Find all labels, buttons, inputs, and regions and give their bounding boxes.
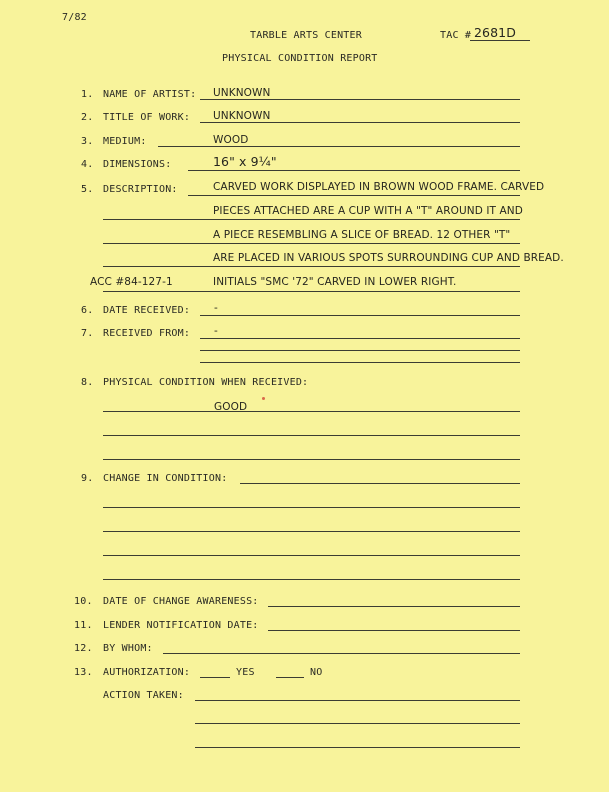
date-code: 7/82	[62, 12, 87, 23]
org-name: TARBLE ARTS CENTER	[250, 30, 362, 41]
field-num-date-received: 6.	[81, 305, 94, 316]
authorization-yes-blank[interactable]	[200, 677, 230, 678]
description-label: DESCRIPTION:	[103, 184, 178, 195]
action-taken-label: ACTION TAKEN:	[103, 690, 184, 701]
report-title: PHYSICAL CONDITION REPORT	[222, 53, 378, 64]
by-whom-label: BY WHOM:	[103, 643, 153, 654]
authorization-no-blank[interactable]	[276, 677, 304, 678]
authorization-no-label: NO	[310, 667, 323, 678]
date-change-field[interactable]	[268, 606, 520, 607]
field-num-artist: 1.	[81, 89, 94, 100]
description-line-5[interactable]: INITIALS "SMC '72" CARVED IN LOWER RIGHT.	[213, 276, 457, 288]
date-received-value[interactable]: -	[214, 302, 218, 314]
medium-value[interactable]: WOOD	[213, 134, 249, 146]
artist-label: NAME OF ARTIST:	[103, 89, 197, 100]
authorization-label: AUTHORIZATION:	[103, 667, 191, 678]
dimensions-label: DIMENSIONS:	[103, 159, 172, 170]
field-num-date-change: 10.	[74, 596, 93, 607]
field-num-condition-received: 8.	[81, 377, 94, 388]
field-num-lender-notification: 11.	[74, 620, 93, 631]
description-line-1[interactable]: CARVED WORK DISPLAYED IN BROWN WOOD FRAME. CARVED	[213, 181, 545, 193]
field-num-dimensions: 4.	[81, 159, 94, 170]
field-num-authorization: 13.	[74, 667, 93, 678]
condition-received-label: PHYSICAL CONDITION WHEN RECEIVED:	[103, 377, 309, 388]
field-num-description: 5.	[81, 184, 94, 195]
title-label: TITLE OF WORK:	[103, 112, 191, 123]
field-num-title: 2.	[81, 112, 94, 123]
tac-number: 2681D	[474, 25, 516, 40]
field-num-by-whom: 12.	[74, 643, 93, 654]
description-line-2[interactable]: PIECES ATTACHED ARE A CUP WITH A "T" AROUND IT AND	[213, 205, 523, 217]
artist-value[interactable]: UNKNOWN	[213, 87, 271, 99]
description-line-3[interactable]: A PIECE RESEMBLING A SLICE OF BREAD. 12 OTHER "T"	[213, 229, 511, 241]
change-condition-label: CHANGE IN CONDITION:	[103, 473, 228, 484]
tac-label: TAC #	[440, 30, 472, 41]
acc-number: ACC #84-127-1	[90, 276, 173, 288]
field-num-medium: 3.	[81, 136, 94, 147]
description-line-4[interactable]: ARE PLACED IN VARIOUS SPOTS SURROUNDING CUP AND BREAD.	[213, 252, 564, 264]
title-value[interactable]: UNKNOWN	[213, 110, 271, 122]
date-received-label: DATE RECEIVED:	[103, 305, 191, 316]
date-change-label: DATE OF CHANGE AWARENESS:	[103, 596, 259, 607]
lender-notification-field[interactable]	[268, 630, 520, 631]
received-from-label: RECEIVED FROM:	[103, 328, 191, 339]
dimensions-value[interactable]: 16" x 9¼"	[213, 154, 277, 169]
by-whom-field[interactable]	[163, 653, 520, 654]
received-from-value[interactable]: -	[214, 325, 218, 337]
lender-notification-label: LENDER NOTIFICATION DATE:	[103, 620, 259, 631]
condition-received-value[interactable]: GOOD	[214, 401, 248, 413]
medium-label: MEDIUM:	[103, 136, 147, 147]
field-num-change-condition: 9.	[81, 473, 94, 484]
authorization-yes-label: YES	[236, 667, 255, 678]
field-num-received-from: 7.	[81, 328, 94, 339]
action-taken-field[interactable]	[195, 700, 520, 701]
